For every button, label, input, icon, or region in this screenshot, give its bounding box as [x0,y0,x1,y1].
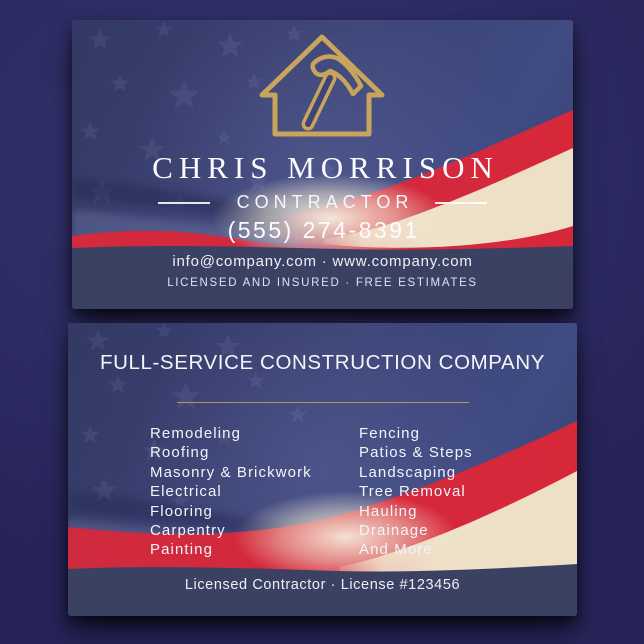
service-item: And More [359,541,433,559]
license-line: Licensed Contractor · License #123456 [184,577,461,593]
phone-number: (555) 274-8391 [227,217,420,243]
service-item: Tree Removal [359,483,466,501]
service-item: Roofing [150,444,210,462]
service-item: Landscaping [359,463,457,481]
service-item: Electrical [150,483,222,501]
business-card-front [72,20,573,309]
licensed-insured-tagline: LICENSED AND INSURED · FREE ESTIMATES [167,277,478,289]
service-item: Fencing [359,425,421,442]
business-card-back [68,323,577,616]
service-item: Flooring [150,502,213,520]
service-item: Masonry & Brickwork [150,463,312,481]
service-item: Drainage [359,522,429,540]
contractor-title: CONTRACTOR [236,192,414,212]
service-item: Painting [150,541,214,559]
company-heading: FULL-SERVICE CONSTRUCTION COMPANY [99,351,546,374]
service-item: Carpentry [150,522,226,540]
contractor-name: CHRIS MORRISON [152,150,499,185]
service-item: Hauling [359,502,418,520]
services-column-right [359,424,473,560]
email-website-line: info@company.com · www.company.com [172,253,473,270]
services-column-left [150,424,312,560]
title-rule-right [435,202,487,204]
title-rule-left [158,202,210,204]
service-item: Patios & Steps [359,444,473,462]
contractor-title-row [72,192,573,213]
gold-divider [177,402,469,403]
service-item: Remodeling [150,425,242,442]
